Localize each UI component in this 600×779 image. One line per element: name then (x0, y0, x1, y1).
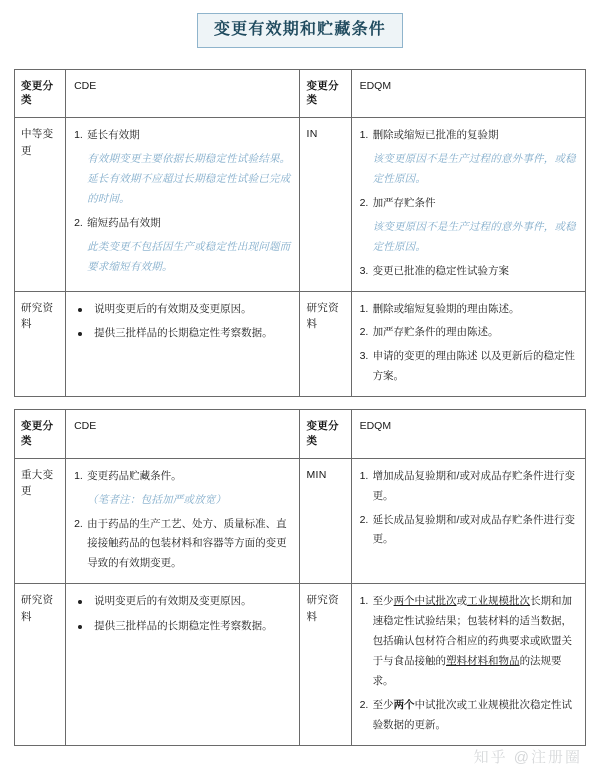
major-change-table-r0-cde-item-0: 1. 变更药品贮藏条件。 (74, 467, 292, 487)
medium-change-table-r0-cde-note-1: 有效期变更主要依据长期稳定性试验结果。延长有效期不应超过长期稳定性试验已完成的时间。 (87, 152, 291, 205)
medium-change-table-r0-edqm-item-0: 1. 删除或缩短已批准的复验期 (360, 126, 578, 146)
medium-change-table-r0-edqm-item-4: 3. 变更已批准的稳定性试验方案 (360, 262, 578, 282)
list-number: 2. (74, 216, 83, 229)
medium-change-table-r1-edqm-content (351, 291, 585, 397)
table-header-row (15, 410, 586, 458)
list-number: 1. (74, 469, 83, 482)
major-change-table-r1-edqm-content (351, 584, 585, 746)
major-change-table-r0-cde-note-1: （笔者注：包括加严或放宽） (87, 493, 227, 506)
medium-change-table-r1-cde-bullet-0: 说明变更后的有效期及变更原因。 (74, 300, 292, 320)
list-number: 2. (74, 517, 83, 530)
medium-change-table-r1-cde-bullet-list (74, 300, 292, 345)
medium-change-table-r1-cde-bullet-1: 提供三批样品的长期稳定性考察数据。 (74, 324, 292, 344)
medium-change-table-r0-cde-note-3: 此类变更不包括因生产或稳定性出现问题而要求缩短有效期。 (87, 240, 291, 273)
tables-host (0, 69, 600, 746)
list-number: 1. (359, 302, 369, 315)
table-row (15, 291, 586, 397)
list-number: 2. (359, 513, 369, 526)
list-number: 1. (359, 128, 369, 141)
major-change-table-r0-cde-category: 重大变更 (15, 458, 66, 584)
table-header-row (15, 69, 586, 117)
list-number: 2. (359, 699, 369, 712)
title-container (0, 0, 600, 48)
table-row (15, 584, 586, 746)
major-change-table-r1-cde-bullet-1: 提供三批样品的长期稳定性考察数据。 (74, 617, 292, 637)
medium-change-table-r1-edqm-item-1: 2. 加严存贮条件的理由陈述。 (360, 323, 578, 343)
header-cde-label: CDE (66, 69, 300, 117)
medium-change-table-r0-edqm-item-2: 2. 加严存贮条件 (360, 194, 578, 214)
watermark: 知乎 @注册圈 (473, 749, 582, 766)
medium-change-table-r1-cde-category: 研究资料 (15, 291, 66, 397)
list-number: 2. (359, 326, 369, 339)
medium-change-table-r0-edqm-content (351, 117, 585, 291)
header-edqm-category: 变更分类 (300, 410, 351, 458)
medium-change-table-r1-edqm-category: 研究资料 (300, 291, 351, 397)
medium-change-table-r0-cde-category: 中等变更 (15, 117, 66, 291)
list-number: 2. (359, 196, 369, 209)
major-change-table-r1-cde-category: 研究资料 (15, 584, 66, 746)
header-edqm-label: EDQM (351, 69, 585, 117)
medium-change-table-r1-edqm-item-0: 1. 删除或缩短复验期的理由陈述。 (360, 300, 578, 320)
major-change-table-r1-cde-bullet-list (74, 592, 292, 637)
list-number: 3. (359, 264, 369, 277)
list-number: 3. (359, 350, 369, 363)
list-number: 1. (74, 128, 83, 141)
medium-change-table-r0-edqm-note-3: 该变更原因不是生产过程的意外事件，或稳定性原因。 (372, 220, 576, 253)
list-number: 1. (359, 469, 369, 482)
medium-change-table (14, 69, 586, 398)
major-change-table (14, 409, 586, 746)
medium-change-table-r1-cde-content (66, 291, 300, 397)
header-cde-label: CDE (66, 410, 300, 458)
major-change-table-r0-cde-item-2: 2. 由于药品的生产工艺、处方、质量标准、直接接触药品的包装材料和容器等方面的变更导致的有效期变更。 (74, 515, 292, 575)
header-cde-category: 变更分类 (15, 69, 66, 117)
major-change-table-r1-edqm-item-1: 2. 至少两个中试批次或工业规模批次稳定性试验数据的更新。 (360, 696, 578, 736)
medium-change-table-r0-edqm-category: IN (300, 117, 351, 291)
major-change-table-r1-cde-content (66, 584, 300, 746)
medium-change-table-r0-cde-content (66, 117, 300, 291)
major-change-table-r1-edqm-category: 研究资料 (300, 584, 351, 746)
header-edqm-category: 变更分类 (300, 69, 351, 117)
medium-change-table-r0-edqm-note-1: 该变更原因不是生产过程的意外事件，或稳定性原因。 (372, 152, 576, 185)
header-cde-category: 变更分类 (15, 410, 66, 458)
table-row (15, 117, 586, 291)
major-change-table-r1-edqm-item-0: 1. 至少两个中试批次或工业规模批次长期和加速稳定性试验结果；包装材料的适当数据，包括确认包材符合相应的药典要求或欧盟关于与食品接触的塑料材料和物品的法规要求。 (360, 592, 578, 692)
major-change-table-r0-edqm-item-1: 2. 延长成品复验期和/或对成品存贮条件进行变更。 (360, 511, 578, 551)
medium-change-table-r1-edqm-item-2: 3. 申请的变更的理由陈述 以及更新后的稳定性方案。 (360, 347, 578, 387)
major-change-table-r0-edqm-item-0: 1. 增加成品复验期和/或对成品存贮条件进行变更。 (360, 467, 578, 507)
medium-change-table-r0-cde-item-0: 1. 延长有效期 (74, 126, 292, 146)
major-change-table-r0-edqm-category: MIN (300, 458, 351, 584)
major-change-table-r1-cde-bullet-0: 说明变更后的有效期及变更原因。 (74, 592, 292, 612)
list-number: 1. (359, 595, 369, 608)
page-title: 变更有效期和贮藏条件 (197, 13, 403, 48)
major-change-table-r0-edqm-content (351, 458, 585, 584)
header-edqm-label: EDQM (351, 410, 585, 458)
table-row (15, 458, 586, 584)
major-change-table-r0-cde-content (66, 458, 300, 584)
medium-change-table-r0-cde-item-2: 2. 缩短药品有效期 (74, 214, 292, 234)
